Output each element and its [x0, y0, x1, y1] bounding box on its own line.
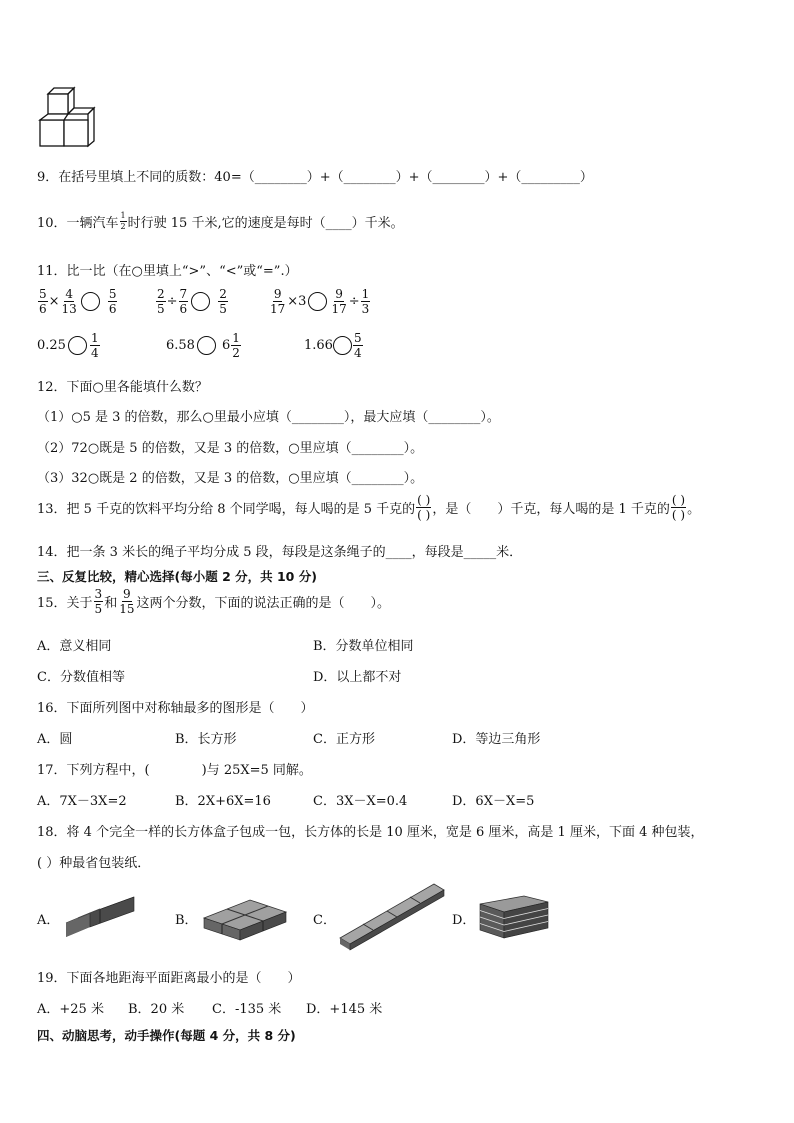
- compare-circle[interactable]: [333, 336, 352, 355]
- cube-stack-figure: [38, 86, 102, 148]
- q19-option-c[interactable]: C．-135 米: [212, 1002, 282, 1017]
- compare-item-4: 0.25 1 4: [37, 331, 99, 360]
- question-13: 13．把 5 千克的饮料平均分给 8 个同学喝，每人喝的是 5 千克的 ( ) ( ) ，是（ ）千克，每人喝的是 1 千克的 ( ) ( ) 。: [37, 493, 701, 522]
- question-18-line-2: ( ）种最省包装纸．: [37, 856, 151, 871]
- q13-blank-fraction-2[interactable]: ( ) ( ): [671, 493, 686, 522]
- compare-circle[interactable]: [68, 336, 87, 355]
- compare-item-6: 1.66 5 4: [304, 331, 362, 360]
- compare-item-3: $\frac{9}{17}$ ×3 $\frac{9}{17}$ ÷ $\frac{1}{3}$: [270, 287, 370, 316]
- q16-option-c[interactable]: C．正方形: [313, 732, 375, 747]
- package-a-image: [64, 893, 136, 941]
- q16-option-a[interactable]: A．圆: [37, 732, 73, 747]
- question-12-title: 12．下面○里各能填什么数？: [37, 380, 208, 395]
- question-12-part-3: （3）32○既是 2 的倍数，又是 3 的倍数，○里应填（________）。: [37, 471, 424, 486]
- q17-option-c[interactable]: C．3X－X=0.4: [313, 794, 408, 809]
- compare-circle[interactable]: [197, 336, 216, 355]
- question-12-part-2: （2）72○既是 5 的倍数，又是 3 的倍数，○里应填（________）。: [37, 441, 424, 456]
- q18-option-a[interactable]: A．: [37, 913, 60, 928]
- q10-suffix: 时行驶 15 千米,它的速度是每时（____）千米。: [127, 216, 404, 231]
- question-19: 19．下面各地距海平面距离最小的是（ ）: [37, 971, 301, 986]
- q18-option-d[interactable]: D．: [452, 913, 476, 928]
- q18-option-b[interactable]: B．: [175, 913, 198, 928]
- package-d-image: [478, 894, 550, 940]
- compare-item-1: $\frac{5}{6}$ × $\frac{4}{13}$ 5 6: [39, 287, 117, 316]
- question-10: [37, 212, 404, 231]
- package-c-image: [338, 880, 446, 952]
- compare-circle[interactable]: [191, 292, 210, 311]
- q16-option-b[interactable]: B．长方形: [175, 732, 237, 747]
- q17-option-a[interactable]: A．7X－3X=2: [37, 794, 127, 809]
- question-18-line-1: 18．将 4 个完全一样的长方体盒子包成一包，长方体的长是 10 厘米，宽是 6 厘米，高是 1 厘米，下面 4 种包装，: [37, 825, 704, 840]
- compare-circle[interactable]: [81, 292, 100, 311]
- question-15: 15．关于 3 5 和 9 15 这两个分数，下面的说法正确的是（ ）。: [37, 587, 390, 616]
- compare-item-2: $\frac{2}{5}$ ÷ $\frac{7}{6}$ 2 5: [157, 287, 227, 316]
- compare-circle[interactable]: [308, 292, 327, 311]
- q15-option-a[interactable]: A．意义相同: [37, 639, 112, 654]
- q10-fraction: 1 2: [120, 211, 126, 231]
- q17-option-b[interactable]: B．2X+6X=16: [175, 794, 271, 809]
- q10-prefix: 10．一辆汽车: [37, 216, 119, 231]
- package-b-image: [202, 890, 288, 942]
- q19-option-d[interactable]: D．+145 米: [306, 1002, 383, 1017]
- q19-option-b[interactable]: B．20 米: [128, 1002, 185, 1017]
- q15-option-c[interactable]: C．分数值相等: [37, 670, 125, 685]
- q15-option-d[interactable]: D．以上都不对: [313, 670, 402, 685]
- q15-option-b[interactable]: B．分数单位相同: [313, 639, 414, 654]
- q13-blank-fraction-1[interactable]: ( ) ( ): [417, 493, 431, 522]
- question-12-part-1: （1）○5 是 3 的倍数，那么○里最小应填（________），最大应填（________）。: [37, 410, 500, 425]
- question-17: 17．下列方程中，( )与 25X=5 同解。: [37, 763, 312, 778]
- question-16: 16．下面所列图中对称轴最多的图形是（ ）: [37, 701, 314, 716]
- question-11-title: 11．比一比（在○里填上“>”、“<”或“=”.）: [37, 264, 298, 279]
- question-14: 14．把一条 3 米长的绳子平均分成 5 段，每段是这条绳子的____，每段是_____米．: [37, 545, 523, 560]
- q19-option-a[interactable]: A．+25 米: [37, 1002, 104, 1017]
- q18-option-c[interactable]: C．: [313, 913, 336, 928]
- section-4-heading: 四、动脑思考，动手操作(每题 4 分，共 8 分): [37, 1028, 296, 1043]
- compare-item-5: 6.58 6 1 2: [166, 331, 240, 360]
- q16-option-d[interactable]: D．等边三角形: [452, 732, 541, 747]
- section-3-heading: 三、反复比较，精心选择(每小题 2 分，共 10 分): [37, 569, 317, 584]
- q17-option-d[interactable]: D．6X－X=5: [452, 794, 535, 809]
- question-9: 9．在括号里填上不同的质数：40=（________）+（________）+（________）+（_________）: [37, 170, 593, 185]
